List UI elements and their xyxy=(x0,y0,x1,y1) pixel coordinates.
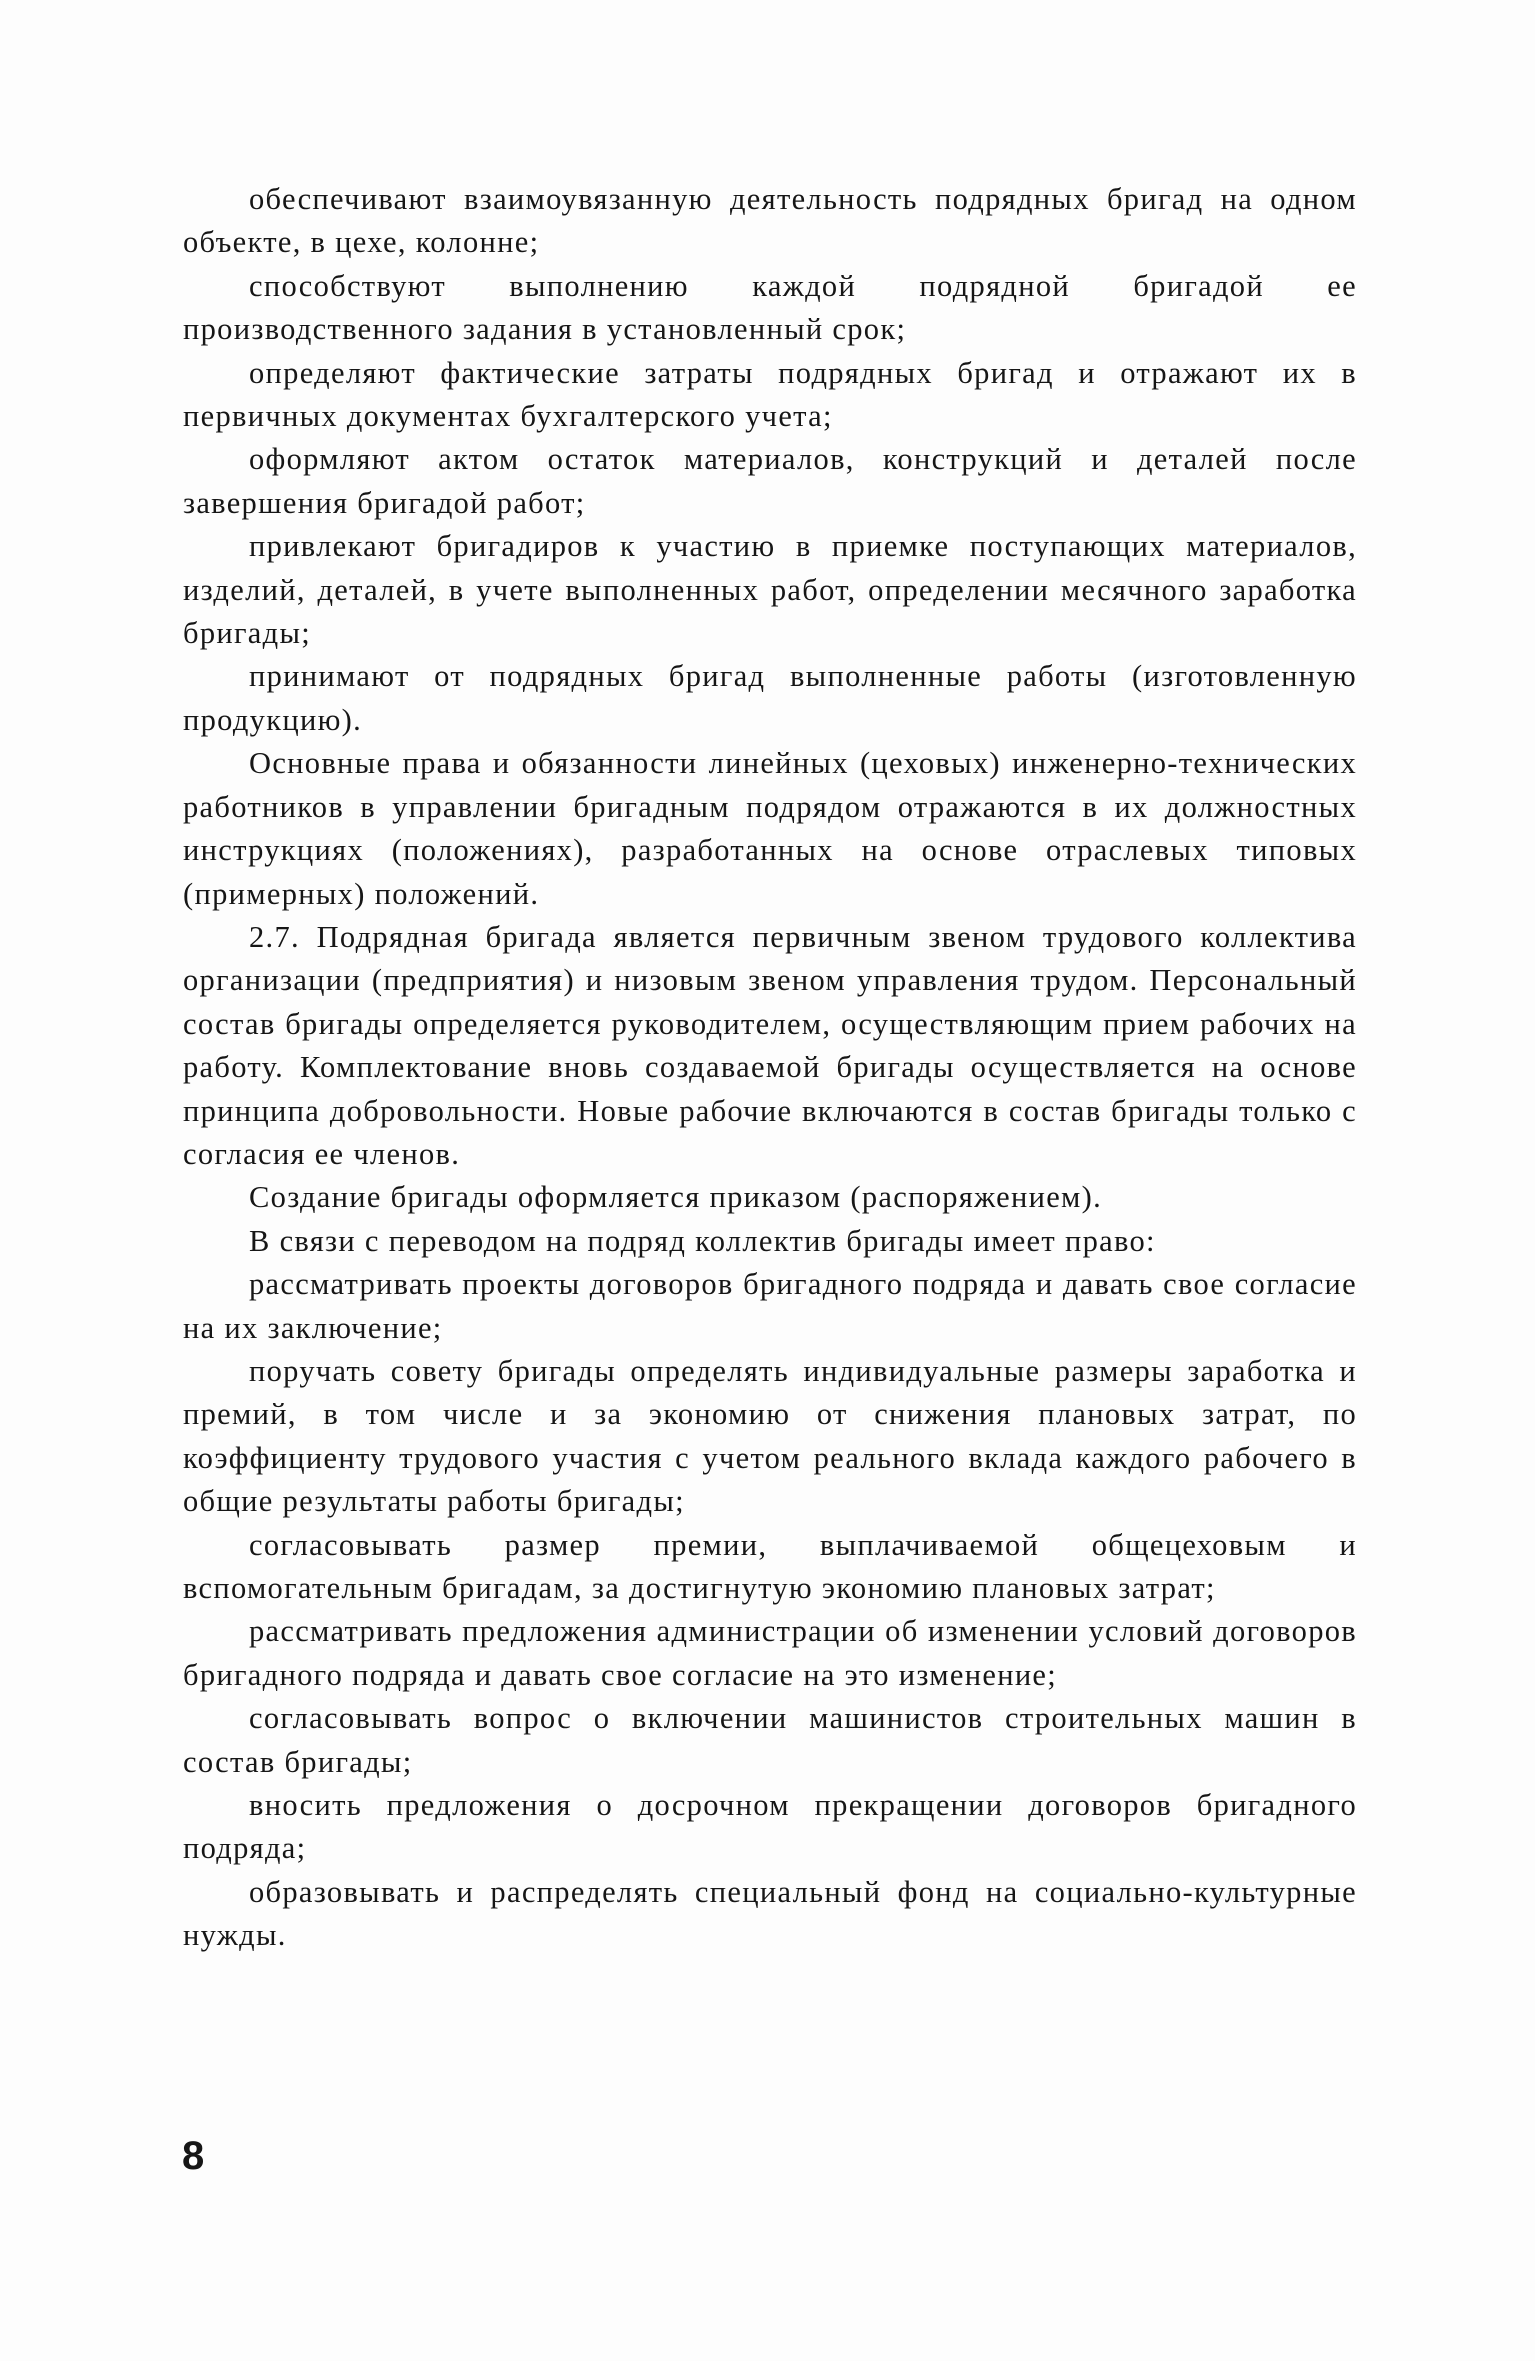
paragraph-involve-foremen: привлекают бригадиров к участию в приемке поступающих материалов, изделий, деталей, в учете выполненных работ, определении месячного заработка бригады; xyxy=(183,529,1357,651)
paragraph-early-termination: вносить предложения о досрочном прекращении договоров бригадного подряда; xyxy=(183,1788,1357,1866)
paragraph-coordinate-activity: обеспечивают взаимоувязанную деятельность подрядных бригад на одном объекте, в цехе, колонне; xyxy=(183,182,1357,260)
paragraph-materials-act: оформляют актом остаток материалов, конструкций и деталей после завершения бригадой работ; xyxy=(183,442,1357,520)
paragraph-review-changes: рассматривать предложения администрации об изменении условий договоров бригадного подряда и давать свое согласие на это изменение; xyxy=(183,1614,1357,1692)
paragraph-section-2-7: 2.7. Подрядная бригада является первичным звеном трудового коллектива организации (предприятия) и низовым звеном управления трудом. Персональный состав бригады определяется руководителем, осуществляющим прием рабочих на работу. Комплектование вновь создаваемой бригады осуществляется на основе принципа добровольности. Новые рабочие включаются в состав бригады только с согласия ее членов. xyxy=(183,919,1357,1171)
paragraph-machinists: согласовывать вопрос о включении машинистов строительных машин в состав бригады; xyxy=(183,1701,1357,1779)
paragraph-brigade-creation: Создание бригады оформляется приказом (распоряжением). xyxy=(249,1180,1103,1215)
paragraph-social-fund: образовывать и распределять специальный фонд на социально-культурные нужды. xyxy=(183,1874,1357,1953)
paragraph-council-earnings: поручать совету бригады определять индивидуальные размеры заработка и премий, в том числе и за экономию от снижения плановых затрат, по коэффициенту трудового участия с учетом реального вклада каждого рабочего в общие результаты работы бригады; xyxy=(183,1353,1357,1519)
paragraph-brigade-rights-intro: В связи с переводом на подряд коллектив бригады имеет право: xyxy=(249,1223,1156,1258)
paragraph-actual-costs: определяют фактические затраты подрядных бригад и отражают их в первичных документах бухгалтерского учета; xyxy=(183,355,1357,434)
page-body-text xyxy=(183,178,1357,1958)
page-number: 8 xyxy=(182,2134,205,2178)
paragraph-rights-duties: Основные права и обязанности линейных (цеховых) инженерно-технических работников в управлении бригадным подрядом отражаются в их должностных инструкциях (положениях), разработанных на основе отраслевых типовых (примерных) положений. xyxy=(183,746,1357,911)
paragraph-agree-bonus: согласовывать размер премии, выплачиваемой общецеховым и вспомогательным бригадам, за достигнутую экономию плановых затрат; xyxy=(183,1527,1357,1605)
paragraph-review-contracts: рассматривать проекты договоров бригадного подряда и давать свое согласие на их заключение; xyxy=(183,1267,1357,1345)
paragraph-fulfil-assignment: способствуют выполнению каждой подрядной бригадой ее производственного задания в установленный срок; xyxy=(183,268,1357,347)
paragraph-accept-work: принимают от подрядных бригад выполненные работы (изготовленную продукцию). xyxy=(183,659,1357,737)
